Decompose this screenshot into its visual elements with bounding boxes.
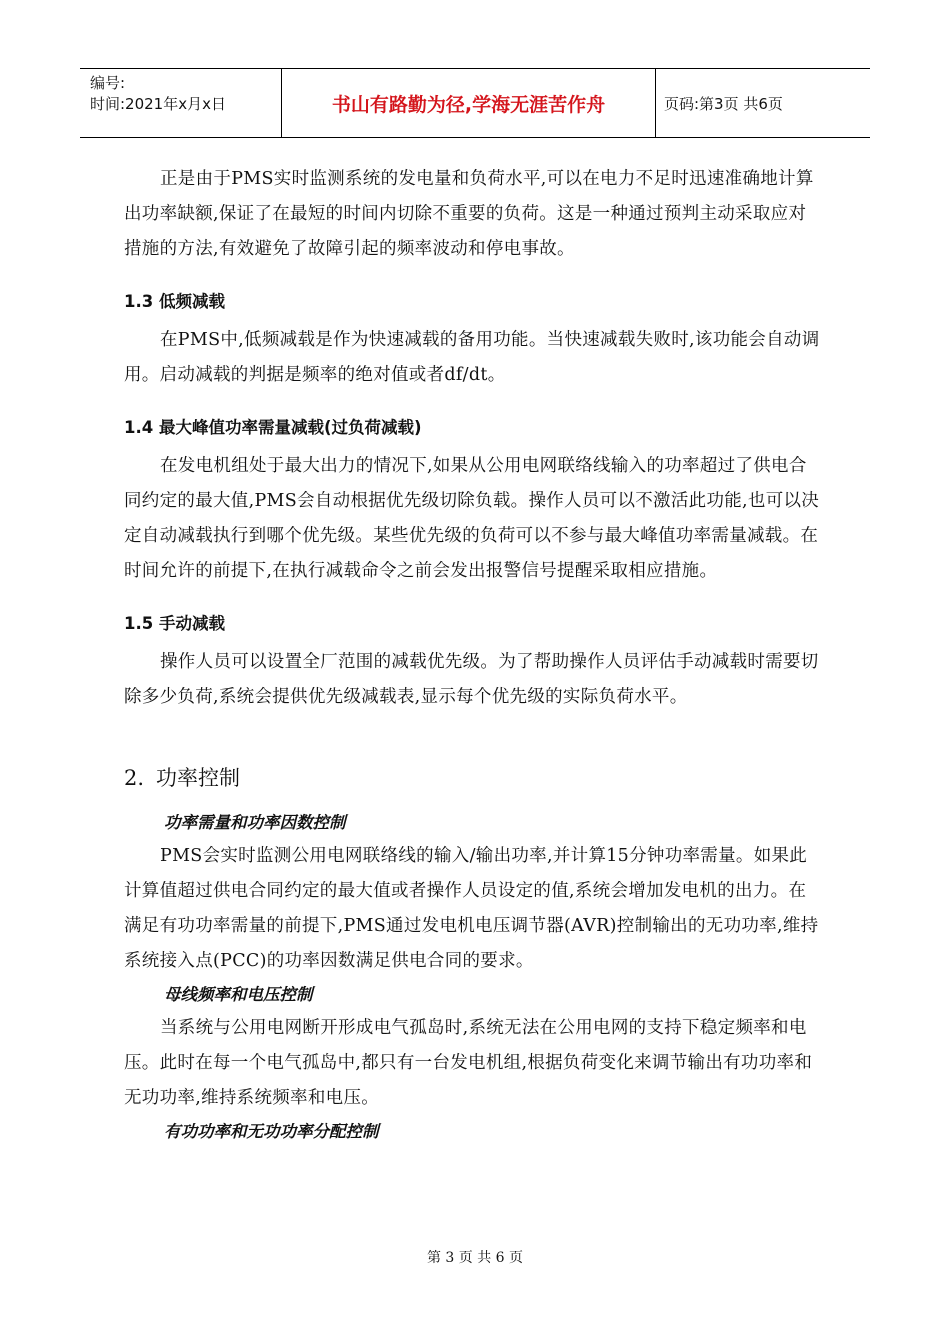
header-time: 时间:2021年x月x日 (90, 95, 226, 113)
header-page-info: 页码:第3页 共6页 (664, 94, 783, 113)
heading-1-4: 1.4 最大峰值功率需量减载(过负荷减载) (124, 418, 422, 437)
heading-1-3: 1.3 低频减载 (124, 292, 225, 311)
paragraph-bus-freq-voltage: 当系统与公用电网断开形成电气孤岛时,系统无法在公用电网的支持下稳定频率和电压。此时在每一个电气孤岛中,都只有一台发电机组,根据负荷变化来调节输出有功功率和无功功率,维持系统频率和电压。 (124, 1018, 813, 1108)
header-meta (80, 69, 282, 137)
document-body (124, 162, 824, 1148)
subheading-bus-freq-voltage: 母线频率和电压控制 (164, 985, 313, 1004)
paragraph-pms-monitoring: 正是由于PMS实时监测系统的发电量和负荷水平,可以在电力不足时迅速准确地计算出功率缺额,保证了在最短的时间内切除不重要的负荷。这是一种通过预判主动采取应对措施的方法,有效避免了故障引起的频率波动和停电事故。 (124, 169, 814, 259)
paragraph-low-frequency: 在PMS中,低频减载是作为快速减载的备用功能。当快速减载失败时,该功能会自动调用。启动减载的判据是频率的绝对值或者df/dt。 (124, 330, 820, 385)
paragraph-peak-demand: 在发电机组处于最大出力的情况下,如果从公用电网联络线输入的功率超过了供电合同约定的最大值,PMS会自动根据优先级切除负载。操作人员可以不激活此功能,也可以决定自动减载执行到哪个优先级。某些优先级的负荷可以不参与最大峰值功率需量减载。在时间允许的前提下,在执行减载命令之前会发出报警信号提醒采取相应措施。 (124, 456, 820, 581)
subheading-demand-pf: 功率需量和功率因数控制 (164, 813, 346, 832)
heading-1-5: 1.5 手动减载 (124, 614, 225, 633)
heading-2 (124, 761, 824, 795)
header-number: 编号: (90, 74, 126, 92)
paragraph-demand-pf: PMS会实时监测公用电网联络线的输入/输出功率,并计算15分钟功率需量。如果此计算值超过供电合同约定的最大值或者操作人员设定的值,系统会增加发电机的出力。在满足有功功率需量的前提下,PMS通过发电机电压调节器(AVR)控制输出的无功功率,维持系统接入点(PCC)的功率因数满足供电合同的要求。 (124, 846, 819, 971)
document-header (80, 68, 870, 138)
paragraph-manual-shedding: 操作人员可以设置全厂范围的减载优先级。为了帮助操作人员评估手动减载时需要切除多少负荷,系统会提供优先级减载表,显示每个优先级的实际负荷水平。 (124, 652, 819, 707)
heading-2-number: 2. (124, 766, 145, 790)
page-footer: 第 3 页 共 6 页 (426, 1250, 524, 1266)
heading-2-text: 功率控制 (156, 766, 241, 790)
header-motto: 书山有路勤为径,学海无涯苦作舟 (282, 69, 656, 137)
subheading-power-sharing: 有功功率和无功功率分配控制 (164, 1122, 379, 1141)
